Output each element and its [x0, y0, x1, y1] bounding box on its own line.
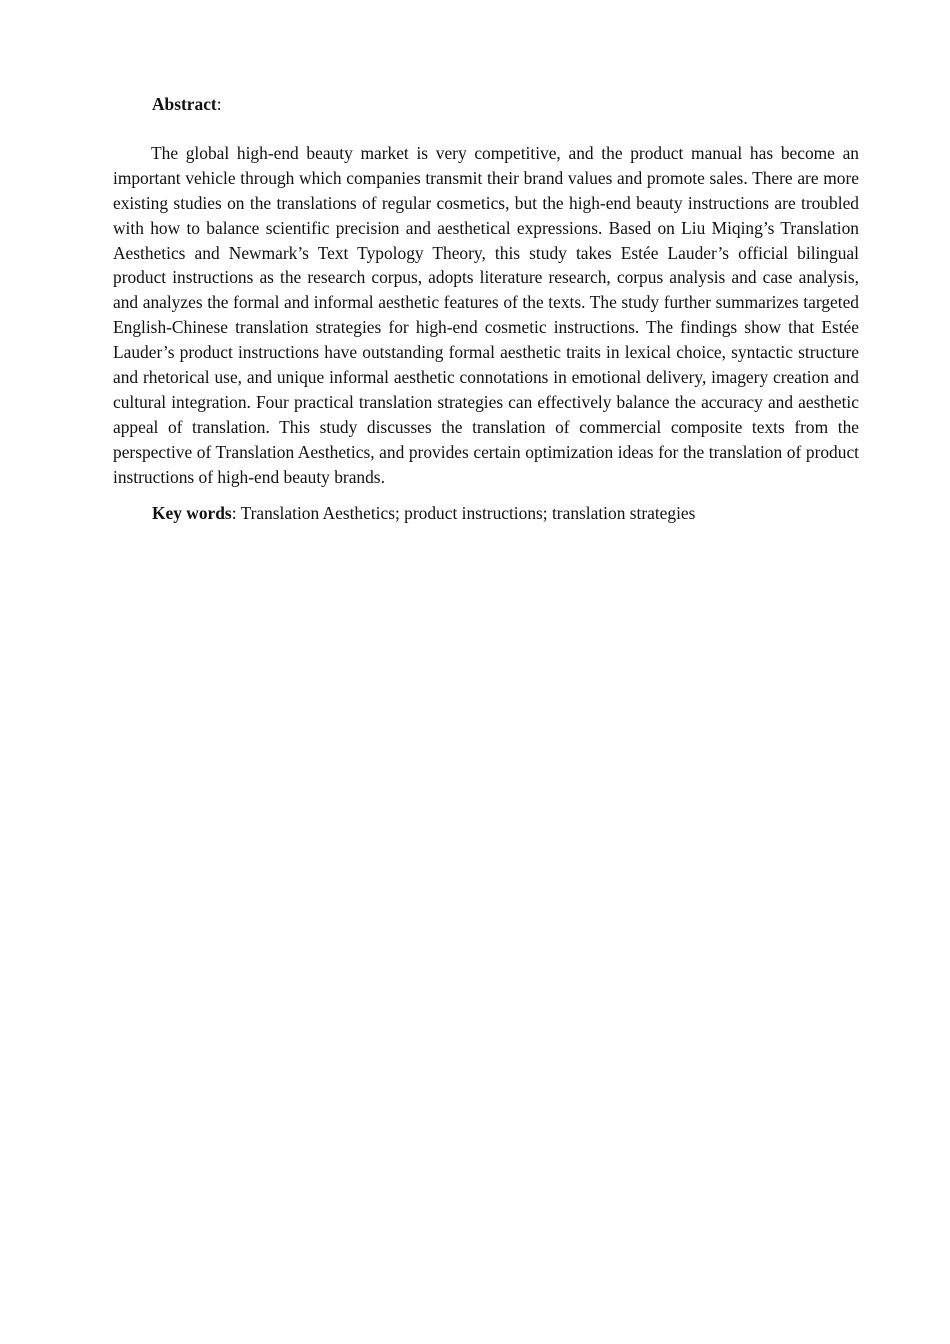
abstract-body: The global high-end beauty market is very competitive, and the product manual has become an important vehicle through which companies transmit their brand values and promote sales. There are more existing studies on the translations of regular cosmetics, but the high-end beauty instructions are troubled with how to balance scientific precision and aesthetical expressions. Based on Liu Miqing’s Translation Aesthetics and Newmark’s Text Typology Theory, this study takes Estée Lauder’s official bilingual product instructions as the research corpus, adopts literature research, corpus analysis and case analysis, and analyzes the formal and informal aesthetic features of the texts. The study further summarizes targeted English-Chinese translation strategies for high-end cosmetic instructions. The findings show that Estée Lauder’s product instructions have outstanding formal aesthetic traits in lexical choice, syntactic structure and rhetorical use, and unique informal aesthetic connotations in emotional delivery, imagery creation and cultural integration. Four practical translation strategies can effectively balance the accuracy and aesthetic appeal of translation. This study discusses the translation of commercial composite texts from the perspective of Translation Aesthetics, and provides certain optimization ideas for the translation of product instructions of high-end beauty brands.	[113, 142, 859, 487]
keywords-separator: :	[231, 502, 241, 523]
abstract-heading-colon: :	[216, 94, 222, 114]
abstract-heading-label: Abstract	[152, 94, 217, 114]
abstract-heading	[113, 92, 859, 117]
keywords-line	[113, 501, 859, 526]
abstract-page	[113, 92, 859, 526]
keywords-label: Key words	[152, 502, 232, 523]
keywords-text: Translation Aesthetics; product instructions; translation strategies	[240, 502, 696, 523]
